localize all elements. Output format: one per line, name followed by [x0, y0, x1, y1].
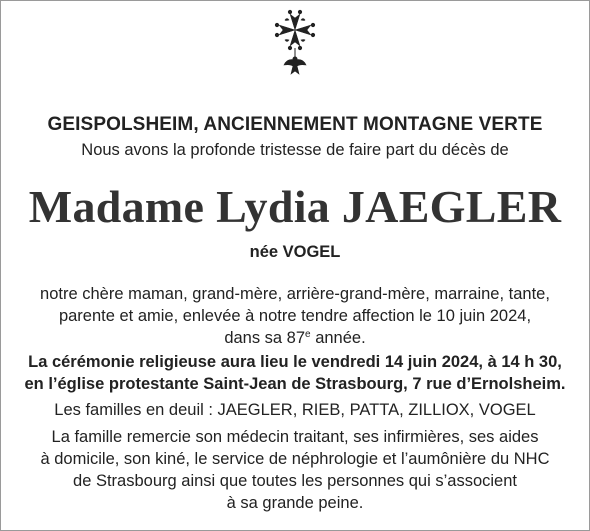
body-line: parente et amie, enlevée à notre tendre affection le 10 juin 2024, [58, 307, 532, 325]
maiden-name: née VOGEL [249, 243, 341, 261]
ceremony-line: en l’église protestante Saint-Jean de Strasbourg, 7 rue d’Ernolsheim. [24, 375, 566, 393]
families-line: Les familles en deuil : JAEGLER, RIEB, PATTA, ZILLIOX, VOGEL [54, 401, 536, 419]
huguenot-cross-icon [273, 8, 317, 84]
age-line [0, 329, 590, 348]
age-rest: année. [310, 329, 366, 347]
thanks-line: de Strasbourg ainsi que toutes les personnes qui s’associent [73, 472, 517, 490]
ceremony-line: La cérémonie religieuse aura lieu le vendredi 14 juin 2024, à 14 h 30, [28, 353, 562, 371]
location-heading: GEISPOLSHEIM, ANCIENNEMENT MONTAGNE VERTE [47, 114, 543, 135]
body-line: notre chère maman, grand-mère, arrière-grand-mère, marraine, tante, [40, 285, 550, 303]
thanks-line: à sa grande peine. [226, 494, 364, 512]
thanks-line: à domicile, son kiné, le service de néphrologie et l’aumônière du NHC [40, 450, 550, 468]
thanks-line: La famille remercie son médecin traitant, ses infirmières, ses aides [51, 428, 539, 446]
deceased-name: Madame Lydia JAEGLER [28, 181, 562, 232]
intro-text: Nous avons la profonde tristesse de faire part du décès de [81, 141, 509, 159]
age-superscript: e [305, 329, 311, 340]
age-prefix: dans sa 87 [224, 329, 306, 347]
